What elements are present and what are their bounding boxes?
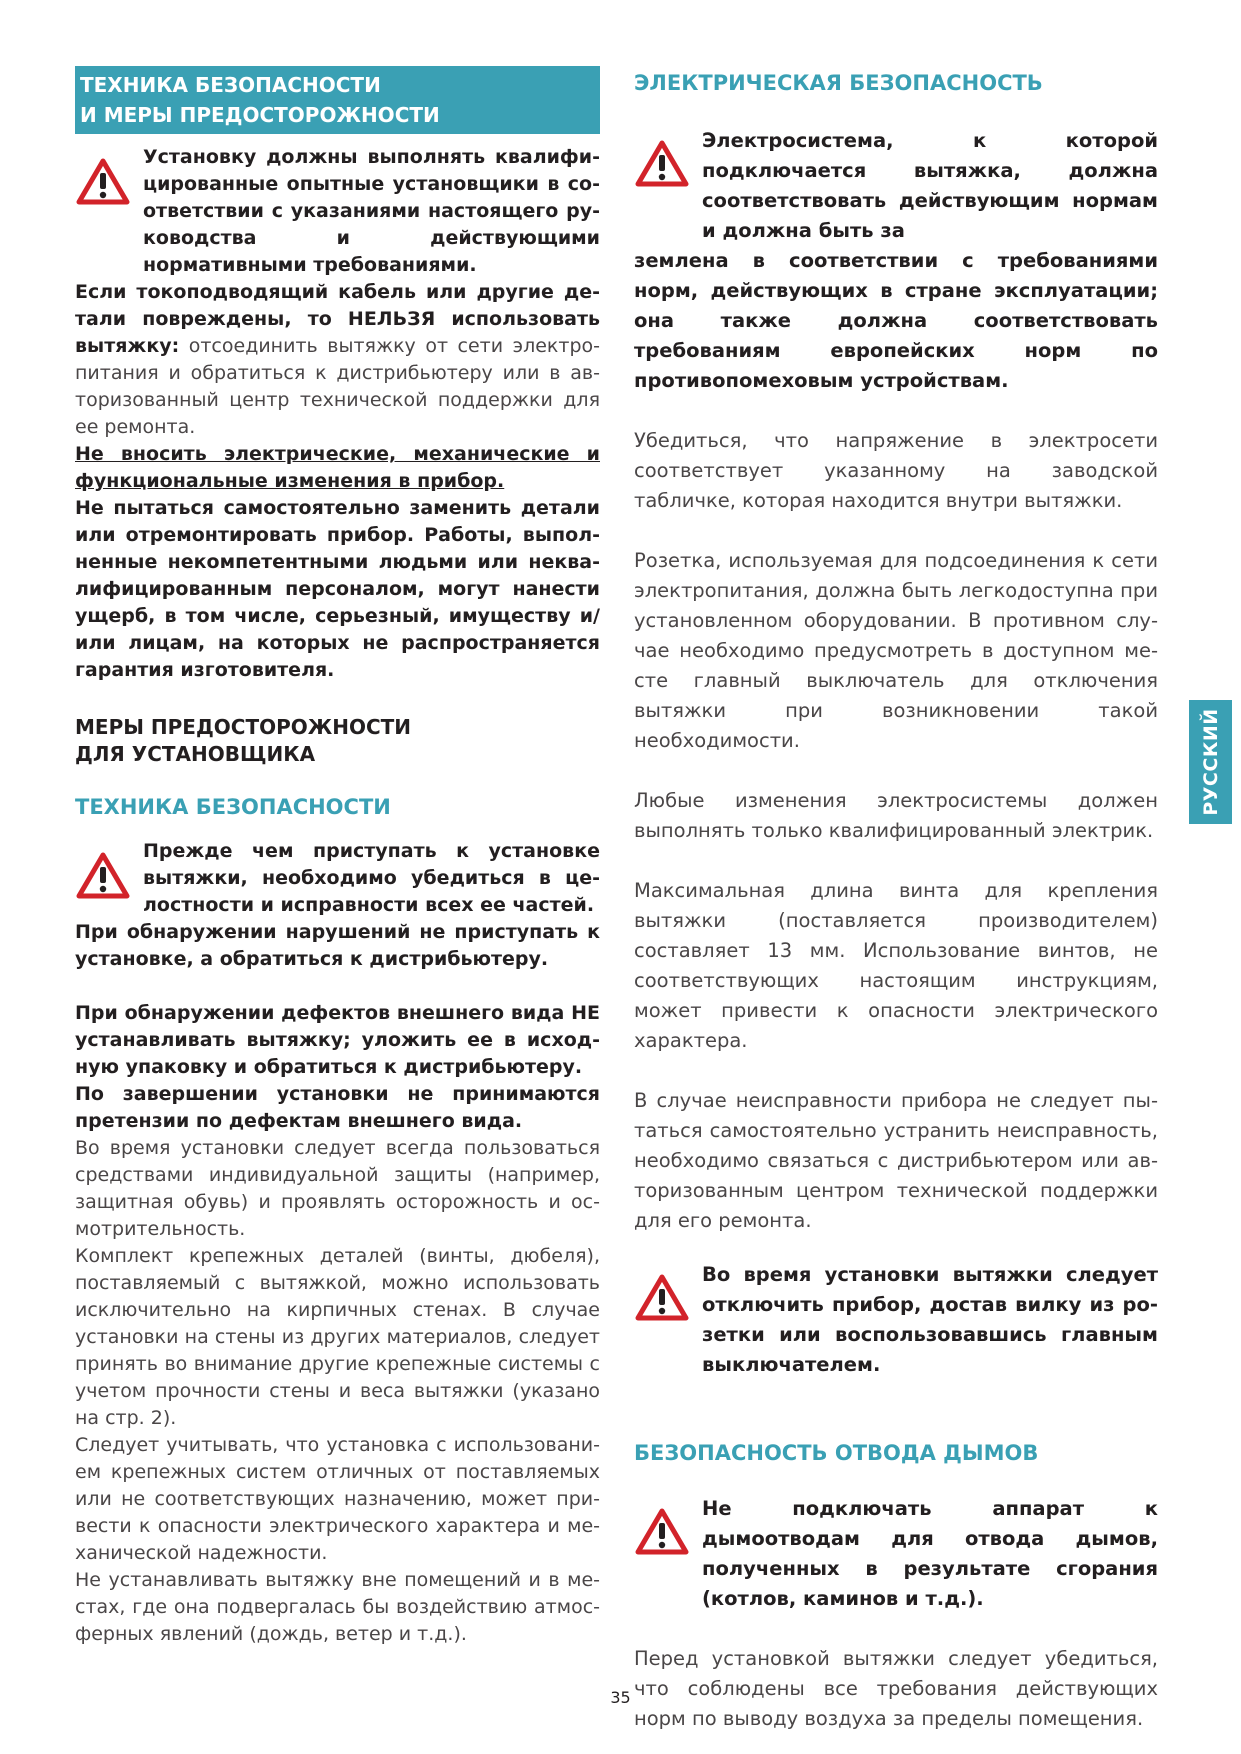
- other-fasteners-paragraph: Следует учитывать, что установка с использованием крепежных систем отличных от поставляемых или не соответствующих назначению, может привести к опасности электрического характера и механической надежности.: [75, 1434, 600, 1564]
- warning-block-installers: [75, 144, 600, 279]
- protection-paragraph: Во время установки следует всегда пользоваться средствами индивидуальной защиты (например, защитная обувь) и проявлять осторожность и осмотрительность.: [75, 1137, 600, 1240]
- warning-text-electric-a: Электросистема, к которой подключается вытяжка, должна соответствовать действующим нормам и должна быть за: [702, 129, 1158, 242]
- no-repair-paragraph: Не пытаться самостоятельно заменить детали или отремонтировать прибор. Работы, выполненные некомпетентными людьми или неквалифицированным персоналом, могут нанести ущерб, в том числе, серьезный, имуществу и/или лицам, на которых не распространяется гарантия изготовителя.: [75, 497, 600, 681]
- claims-paragraph: По завершении установки не принимаются претензии по дефектам внешнего вида.: [75, 1083, 600, 1132]
- damaged-cable-paragraph: [75, 279, 600, 441]
- damaged-cable-rest: отсоединить вытяжку от сети электропитания и обратиться к дистрибьютеру или в авторизованный центр технической поддержки для ее ремонта.: [75, 335, 600, 438]
- no-changes-paragraph: Не вносить электрические, механические и функциональные изменения в прибор.: [75, 443, 600, 492]
- section-banner: [75, 66, 600, 134]
- screw-paragraph: Максимальная длина винта для крепления вытяжки (поставляется производителем) составляет 13 мм. Использование винтов, не соответствующих настоящим инструкциям, может привести к опасности электрического характера.: [634, 879, 1158, 1052]
- integrity-continuation: При обнаружении нарушений не приступать к установке, а обратиться к дистрибьютеру.: [75, 921, 600, 970]
- left-column: [75, 66, 600, 1648]
- warning-triangle-icon: [75, 838, 143, 919]
- warning-text-smoke: Не подключать аппарат к дымоотводам для отвода дымов, полученных в результате сгорания (котлов, каминов и т.д.).: [702, 1497, 1158, 1610]
- damaged-cable-bold: Если токоподводящий кабель или другие детали повреждены, то НЕЛЬЗЯ использовать вытяжку:: [75, 281, 600, 357]
- warning-triangle-icon: [634, 1494, 702, 1614]
- installer-heading: [75, 714, 600, 768]
- warning-block-unplug: [634, 1260, 1158, 1380]
- warning-triangle-icon: [634, 126, 702, 246]
- language-tab-label: РУССКИЙ: [1199, 708, 1222, 816]
- warning-triangle-icon: [75, 144, 143, 279]
- smoke-safety-heading: БЕЗОПАСНОСТЬ ОТВОДА ДЫМОВ: [634, 1441, 1039, 1465]
- warning-block-smoke: [634, 1494, 1158, 1614]
- page-number: 35: [610, 1688, 631, 1707]
- warning-text-installers: Установку должны выполнять квалифицированные опытные установщики в соответствии с указаниями настоящего руководства и действующими нормативными требованиями.: [143, 146, 600, 276]
- warning-block-electric: [634, 126, 1158, 246]
- voltage-paragraph: Убедиться, что напряжение в электросети соответствует указанному на заводской табличке, которая находится внутри вытяжки.: [634, 429, 1158, 512]
- warning-text-integrity: Прежде чем приступать к установке вытяжки, необходимо убедиться в целостности и исправности всех ее частей.: [143, 840, 600, 916]
- language-tab: [1189, 700, 1232, 824]
- warning-text-electric-b: землена в соответствии с требованиями норм, действующих в стране эксплуатации; она также должна соответствовать требованиям европейских норм по противопомеховым устройствам.: [634, 249, 1158, 392]
- banner-line-1: ТЕХНИКА БЕЗОПАСНОСТИ: [80, 73, 381, 97]
- warning-text-unplug: Во время установки вытяжки следует отключить прибор, достав вилку из розетки или воспользовавшись главным выключателем.: [702, 1263, 1158, 1376]
- installer-heading-line-2: ДЛЯ УСТАНОВЩИКА: [75, 742, 316, 766]
- malfunction-paragraph: В случае неисправности прибора не следует пытаться самостоятельно устранить неисправность, необходимо связаться с дистрибьютером или авторизованным центром технической поддержки для его ремонта.: [634, 1089, 1158, 1232]
- electric-safety-heading: ЭЛЕКТРИЧЕСКАЯ БЕЗОПАСНОСТЬ: [634, 71, 1043, 95]
- socket-paragraph: Розетка, используемая для подсоединения к сети электропитания, должна быть легкодоступна при установленном оборудовании. В противном случае необходимо предусмотреть в доступном месте главный выключатель для отключения вытяжки при возникновении такой необходимости.: [634, 549, 1158, 752]
- installer-heading-line-1: МЕРЫ ПРЕДОСТОРОЖНОСТИ: [75, 715, 412, 739]
- safety-heading: ТЕХНИКА БЕЗОПАСНОСТИ: [75, 795, 391, 819]
- fasteners-paragraph: Комплект крепежных деталей (винты, дюбеля), поставляемый с вытяжкой, можно использовать исключительно на кирпичных стенах. В случае установки на стены из других материалов, следует принять во внимание другие крепежные системы с учетом прочности стены и веса вытяжки (указано на стр. 2).: [75, 1245, 600, 1429]
- electrician-paragraph: Любые изменения электросистемы должен выполнять только квалифицированный электрик.: [634, 789, 1158, 842]
- right-column: [634, 66, 1158, 1734]
- warning-triangle-icon: [634, 1260, 702, 1380]
- outdoor-paragraph: Не устанавливать вытяжку вне помещений и в местах, где она подвергалась бы воздействию атмосферных явлений (дождь, ветер и т.д.).: [75, 1569, 600, 1645]
- banner-line-2: И МЕРЫ ПРЕДОСТОРОЖНОСТИ: [80, 103, 440, 127]
- warning-block-integrity: [75, 838, 600, 919]
- defects-paragraph: При обнаружении дефектов внешнего вида НЕ устанавливать вытяжку; уложить ее в исходную упаковку и обратиться к дистрибьютеру.: [75, 1002, 600, 1078]
- air-outlet-paragraph: Перед установкой вытяжки следует убедиться, что соблюдены все требования действующих норм по выводу воздуха за пределы помещения.: [634, 1647, 1158, 1730]
